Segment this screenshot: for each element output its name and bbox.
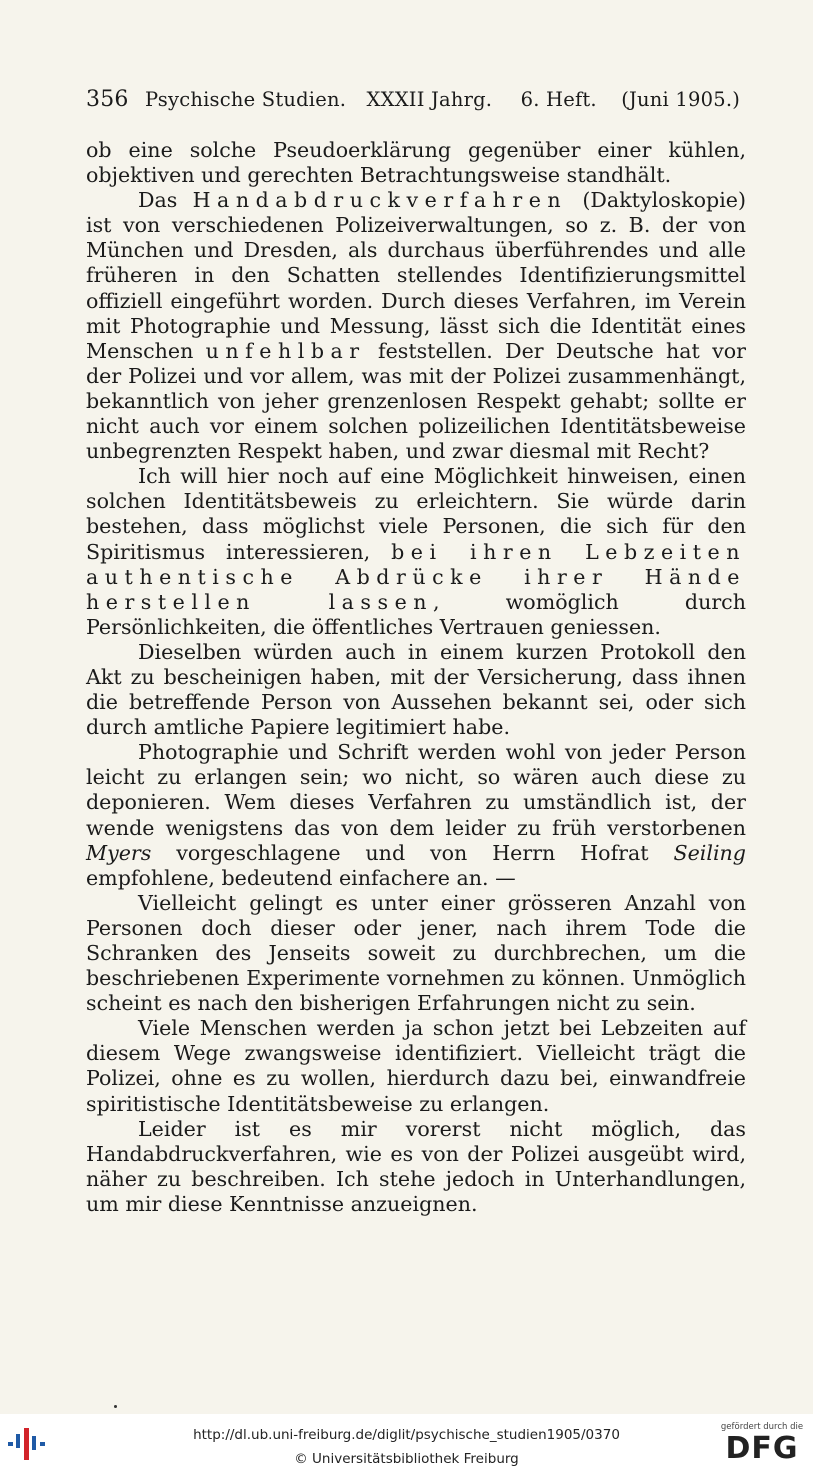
article-body	[86, 138, 746, 1217]
paragraph	[86, 138, 746, 188]
permalink-text[interactable]: http://dl.ub.uni-freiburg.de/diglit/psychische_studien1905/0370	[193, 1427, 620, 1443]
issue-number: 6. Heft.	[520, 88, 597, 111]
paragraph	[86, 1016, 746, 1116]
running-header	[86, 86, 741, 114]
paragraph	[86, 1117, 746, 1217]
page-number: 356	[86, 87, 129, 112]
paragraph-text: Ich will hier noch auf eine Möglichkeit hinweisen, einen solchen Identitätsbeweis zu erleichtern. Sie würde darin bestehen, dass möglichst viele Personen, die sich für den Spiritismus interessieren,	[86, 464, 746, 564]
permalink-url[interactable]	[0, 1427, 813, 1443]
spaced-term: unfehlbar	[205, 338, 366, 363]
paragraph-text: vorgeschlagene und von Herrn Hofrat	[151, 840, 674, 865]
paragraph	[86, 188, 746, 464]
spaced-term: bei ihren Lebzeiten authentische Abdrücke ihrer Hände herstellen lassen	[86, 539, 746, 614]
paragraph-text: Dieselben würden auch in einem kurzen Protokoll den Akt zu bescheinigen haben, mit der Versicherung, dass ihnen die betreffende Person von Aussehen bekannt sei, oder sich durch amtliche Papiere legitimiert habe.	[86, 639, 746, 740]
paragraph-text: Leider ist es mir vorerst nicht möglich, das Handabdruckverfahren, wie es von der Polizei ausgeübt wird, näher zu beschreiben. Ich stehe jedoch in Unterhandlungen, um mir diese Kenntnisse anzueignen.	[86, 1116, 746, 1216]
dfg-caption: gefördert durch die	[720, 1422, 804, 1432]
italic-name: Myers	[86, 840, 152, 865]
paragraph	[86, 464, 746, 640]
paragraph-text: Vielleicht gelingt es unter einer grösseren Anzahl von Personen doch dieser oder jener, nach ihrem Tode die Schranken des Jenseits soweit zu durchbrechen, um die beschriebenen Experimente vornehmen zu können. Unmöglich scheint es nach den bisherigen Erfahrungen nicht zu sein.	[86, 890, 746, 1016]
paragraph-text: , womöglich durch Persönlichkeiten, die öffentliches Vertrauen geniessen.	[86, 589, 746, 639]
copyright-notice: © Universitätsbibliothek Freiburg	[294, 1451, 519, 1467]
volume-year: XXXII Jahrg.	[366, 88, 493, 111]
paragraph-text: empfohlene, bedeutend einfachere an. —	[86, 865, 516, 890]
paragraph-text: Photographie und Schrift werden wohl von jeder Person leicht zu erlangen sein; wo nicht, so wären auch diese zu deponieren. Wem dieses Verfahren zu umständlich ist, der wende wenigstens das von dem leider zu früh verstorbenen	[86, 740, 746, 840]
italic-name: Seiling	[673, 840, 746, 865]
journal-title: Psychische Studien.	[145, 88, 347, 111]
dfg-logo	[719, 1422, 805, 1468]
dfg-wordmark: DFG	[725, 1431, 799, 1466]
paragraph	[86, 740, 746, 891]
footer-bar	[0, 1414, 813, 1473]
spaced-term: Handabdruckverfahren	[192, 188, 568, 213]
paragraph-text: Viele Menschen werden ja schon jetzt bei Lebzeiten auf diesem Wege zwangsweise identifiziert. Vielleicht trägt die Polizei, ohne es zu wollen, hierdurch dazu bei, einwandfreie spiritistische Identitätsbeweise zu erlangen.	[86, 1016, 746, 1116]
page-speck	[114, 1405, 117, 1408]
issue-date: (Juni 1905.)	[621, 88, 741, 111]
paragraph-text: feststellen. Der Deutsche hat vor der Polizei und vor allem, was mit der Polizei zusammenhängt, bekanntlich von jeher grenzenlosen Respekt gehabt; sollte er nicht auch vor einem solchen polizeilichen Identitätsbeweise unbegrenzten Respekt haben, und zwar diesmal mit Recht?	[86, 338, 746, 464]
paragraph-text: ob eine solche Pseudoerklärung gegenüber einer kühlen, objektiven und gerechten Betrachtungsweise standhält.	[86, 138, 746, 188]
paragraph	[86, 891, 746, 1016]
paragraph-text: Das	[138, 188, 193, 213]
paragraph-text: (Daktyloskopie) ist von verschiedenen Polizeiverwaltungen, so z. B. der von München und Dresden, als durchaus überführendes und alle früheren in den Schatten stellendes Identifizierungsmittel offiziell eingeführt worden. Durch dieses Verfahren, im Verein mit Photographie und Messung, lässt sich die Identität eines Menschen	[86, 188, 747, 363]
paragraph	[86, 640, 746, 740]
